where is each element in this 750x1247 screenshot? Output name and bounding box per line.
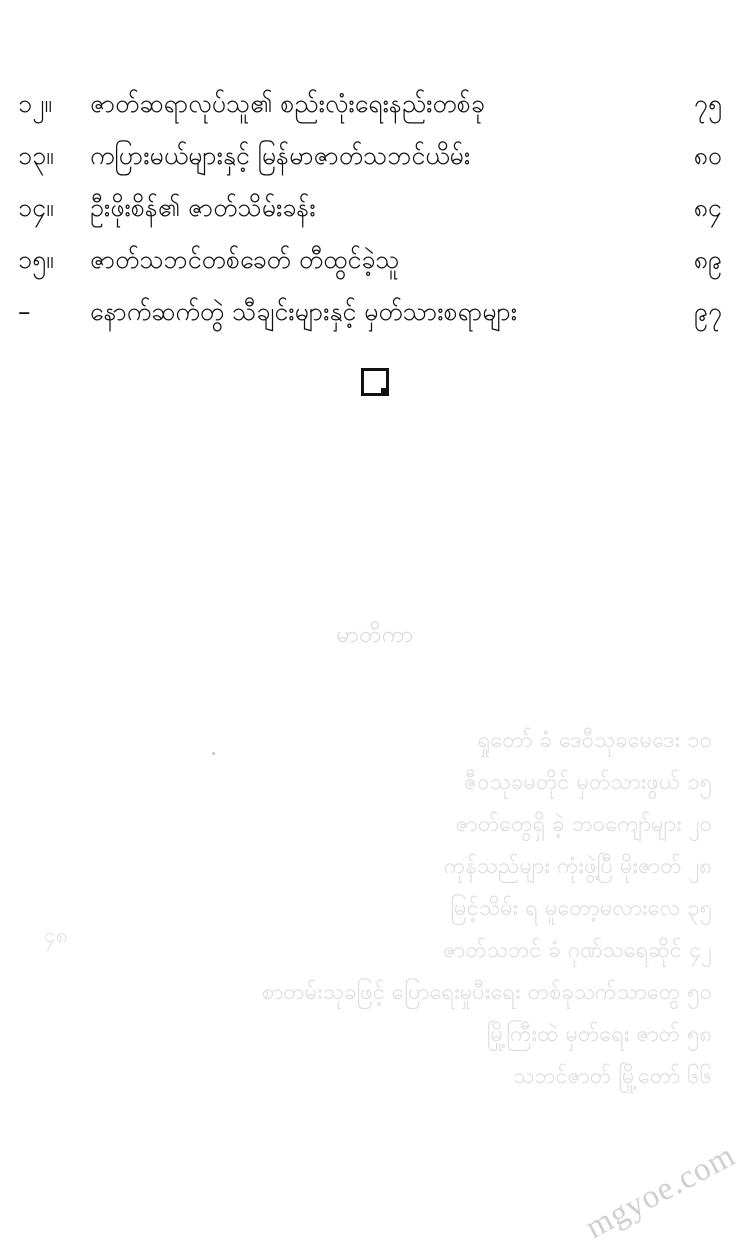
table-row[interactable]: [0, 182, 750, 234]
toc-item-number: ၁၂။: [18, 89, 52, 118]
toc-item-title: ဦးဖိုးစိန်၏ ဇာတ်သိမ်းခန်း: [90, 193, 316, 222]
toc-item-page: ၇၅: [693, 89, 722, 118]
table-row[interactable]: [0, 234, 750, 286]
table-row[interactable]: [0, 130, 750, 182]
showthrough-line: ဇာတ်တွေရှိ ခဲ့ ဘဝကျော်များ ၂၀: [455, 812, 712, 837]
table-row[interactable]: [0, 78, 750, 130]
showthrough-line: သဘင်ဇာတ် မြို့တော် ၆၆: [512, 1064, 712, 1089]
showthrough-lines: [0, 720, 750, 1098]
showthrough-line: ဇာတ်သဘင် ခံ ဂုဏ်သရေဆိုင် ၄၂: [443, 938, 712, 963]
square-ornament-icon: [361, 368, 389, 396]
toc-item-number: –: [18, 297, 31, 326]
toc-item-page: ၈၄: [693, 193, 722, 222]
table-of-contents: [0, 78, 750, 338]
showthrough-line: ဇီဝသုခမတိုင် မှတ်သားဖွယ် ၁၅: [464, 770, 712, 795]
showthrough-folio: ၄၈: [44, 923, 68, 947]
ornament-container: [0, 368, 750, 400]
toc-item-number: ၁၅။: [18, 245, 54, 274]
toc-item-title: နောက်ဆက်တွဲ သီချင်းများနှင့် မှတ်သားစရာများ: [90, 297, 518, 326]
showthrough-heading: မာတိကာ: [336, 622, 414, 648]
toc-item-number: ၁၄။: [18, 193, 54, 222]
toc-item-title: ဇာတ်ဆရာလုပ်သူ၏ စည်းလုံးရေးနည်းတစ်ခု: [90, 89, 485, 118]
watermark: mgyoe.com: [579, 1137, 742, 1247]
page-showthrough: [0, 600, 750, 1120]
toc-item-title: ဇာတ်သဘင်တစ်ခေတ် တီထွင်ခဲ့သူ: [90, 245, 400, 274]
showthrough-line: မြို့ကြီးထဲ မှတ်ရေး ဇာတ် ၅၈: [486, 1022, 712, 1047]
table-row[interactable]: [0, 286, 750, 338]
toc-item-page: ၈၉: [693, 245, 722, 274]
showthrough-speck: [212, 752, 215, 755]
toc-item-number: ၁၃။: [18, 141, 54, 170]
showthrough-line: ရှုတော် ခံ ဒေဝီသုခမေဒေး ၁၀: [477, 728, 712, 753]
toc-item-title: ကပြားမယ်များနှင့် မြန်မာဇာတ်သဘင်ယိမ်း: [90, 141, 471, 170]
toc-item-page: ၉၇: [693, 297, 722, 326]
toc-item-page: ၈၀: [693, 141, 722, 170]
showthrough-line: စာတမ်းသုခဖြင့် ပြောရေးမှုပီးရေး တစ်ခုသက်သာတွေ ၅၀: [261, 980, 712, 1005]
showthrough-line: မြင့်သိမ်း ရ မူတော့မလားလေ ၃၅: [450, 896, 712, 921]
showthrough-line: ကုန်သည်များ ကုံးဖွဲ့ပြီ မိုးဇာတ် ၂၈: [443, 854, 712, 879]
